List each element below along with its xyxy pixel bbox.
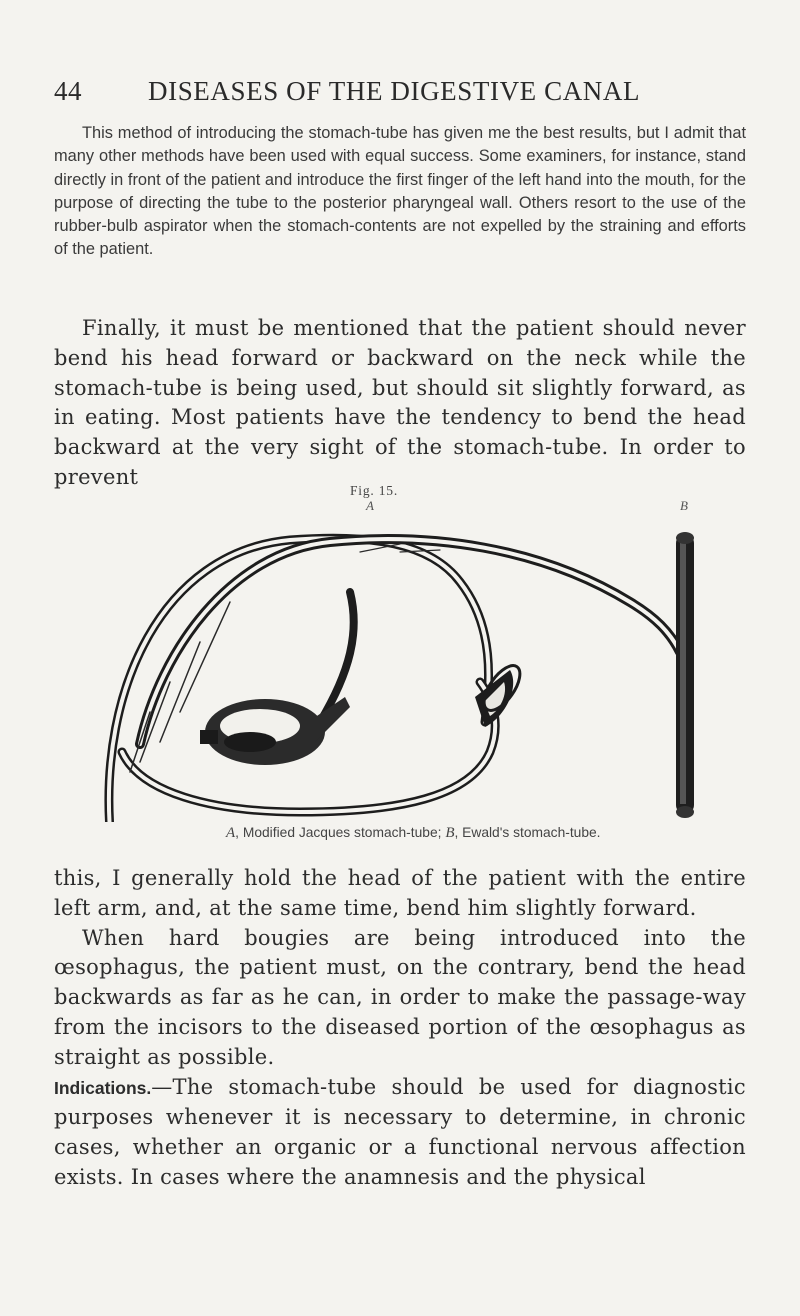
caption-label-a: A xyxy=(226,825,236,841)
figure-caption xyxy=(226,825,601,842)
small-print-paragraph: This method of introducing the stomach-tube has given me the best results, but I admit that many other methods have been used with equal success. Some examiners, for instance, stand directly in front of the patient and introduce the first finger of the left hand into the mouth, for the purpose of directing the tube to the posterior pharyngeal wall. Others resort to the use of the rubber-bulb aspirator when the stomach-contents are not expelled by the straining and efforts of the patient. xyxy=(54,124,746,259)
ewald-stomach-tube-drawing xyxy=(676,532,694,818)
indications-text: —The stomach-tube should be used for diagnostic purposes whenever it is necessary to determine, in chronic cases, whether an organic or a functional nervous affection exists. In cases where the anamnesis and the physical xyxy=(54,1074,746,1189)
funnel-drawing xyxy=(475,660,527,727)
figure-label: Fig. 15. xyxy=(350,483,399,498)
caption-text-b: , Ewald's stomach-tube. xyxy=(454,825,601,840)
indications-paragraph xyxy=(54,1073,746,1193)
running-title: DISEASES OF THE DIGESTIVE CANAL xyxy=(148,76,641,106)
caption-text-a: , Modified Jacques stomach-tube; xyxy=(235,825,446,840)
body-paragraph-2b: When hard bougies are being introduced into the œsophagus, the patient must, on the contrary, bend the head backwards as far as he can, in order to make the passage-way from the incisors to the diseased portion of the œsophagus as straight as possible. xyxy=(54,925,746,1069)
indications-heading: Indications. xyxy=(54,1077,152,1098)
body-paragraph-1: Finally, it must be mentioned that the patient should never bend his head forward or backward on the neck while the stomach-tube is being used, but should sit slightly forward, as in eating. Most patients have the tendency to bend the head backward at the very sight of the stomach-tube. In order to prevent xyxy=(54,316,746,489)
page-number: 44 xyxy=(54,76,82,106)
body-text-block-2 xyxy=(54,864,746,1193)
page-header xyxy=(54,76,740,112)
figure-marker-b: B xyxy=(680,498,688,513)
jacques-stomach-tube-drawing xyxy=(109,538,680,822)
body-paragraph-2a: this, I generally hold the head of the patient with the entire left arm, and, at the same time, bend him slightly forward. xyxy=(54,866,746,920)
stomach-tube-illustration xyxy=(100,512,720,822)
caption-label-b: B xyxy=(445,825,455,841)
figure-marker-a: A xyxy=(366,498,374,513)
